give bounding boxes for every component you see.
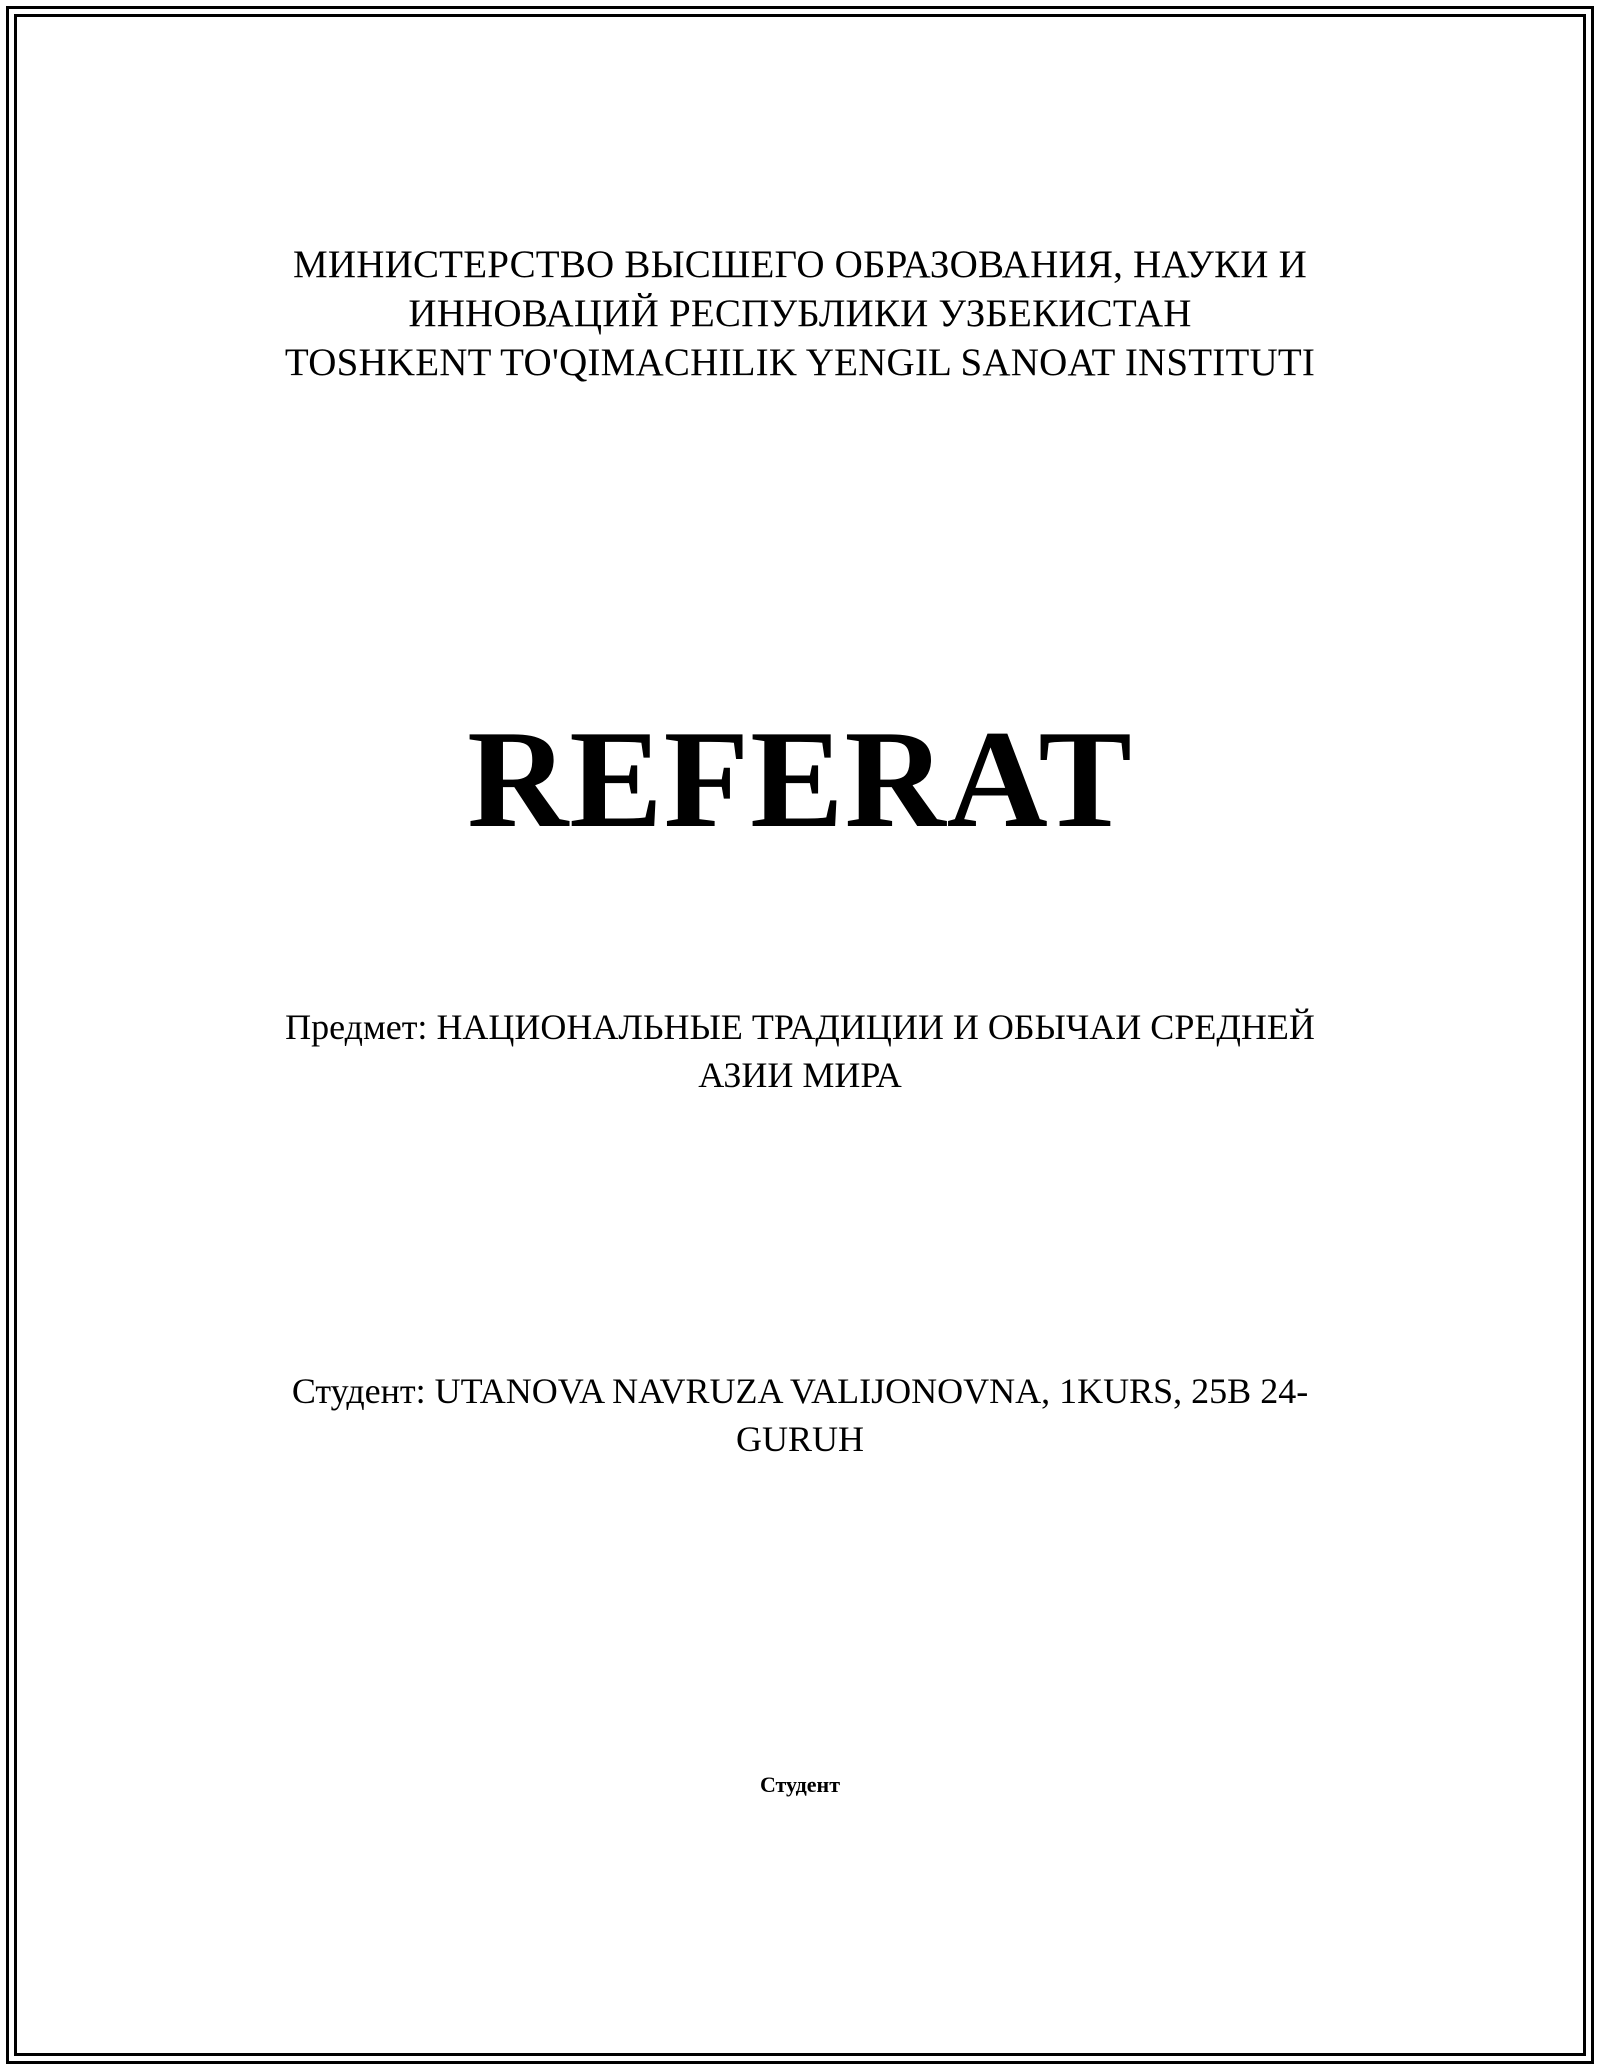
student-line-1: Студент: UTANOVA NAVRUZA VALIJONOVNA, 1KURS, 25B 24- (291, 1371, 1309, 1411)
ministry-line-1: МИНИСТЕРСТВО ВЫСШЕГО ОБРАЗОВАНИЯ, НАУКИ И (293, 243, 1307, 286)
subject-line-2: АЗИИ МИРА (698, 1055, 902, 1095)
ministry-header (0, 240, 1600, 387)
student-block (0, 1367, 1600, 1463)
footer-student-label: Студент (759, 1772, 841, 1797)
student-line-2: GURUH (735, 1419, 864, 1459)
subject-line-1: Предмет: НАЦИОНАЛЬНЫЕ ТРАДИЦИИ И ОБЫЧАИ СРЕДНЕЙ (285, 1007, 1315, 1047)
subject-block (0, 1003, 1600, 1099)
ministry-line-2: ИННОВАЦИЙ РЕСПУБЛИКИ УЗБЕКИСТАН (408, 292, 1192, 335)
institute-name: TOSHKENT TO'QIMACHILIK YENGIL SANOAT INSTITUTI (284, 341, 1316, 384)
document-title: REFERAT (467, 702, 1133, 857)
